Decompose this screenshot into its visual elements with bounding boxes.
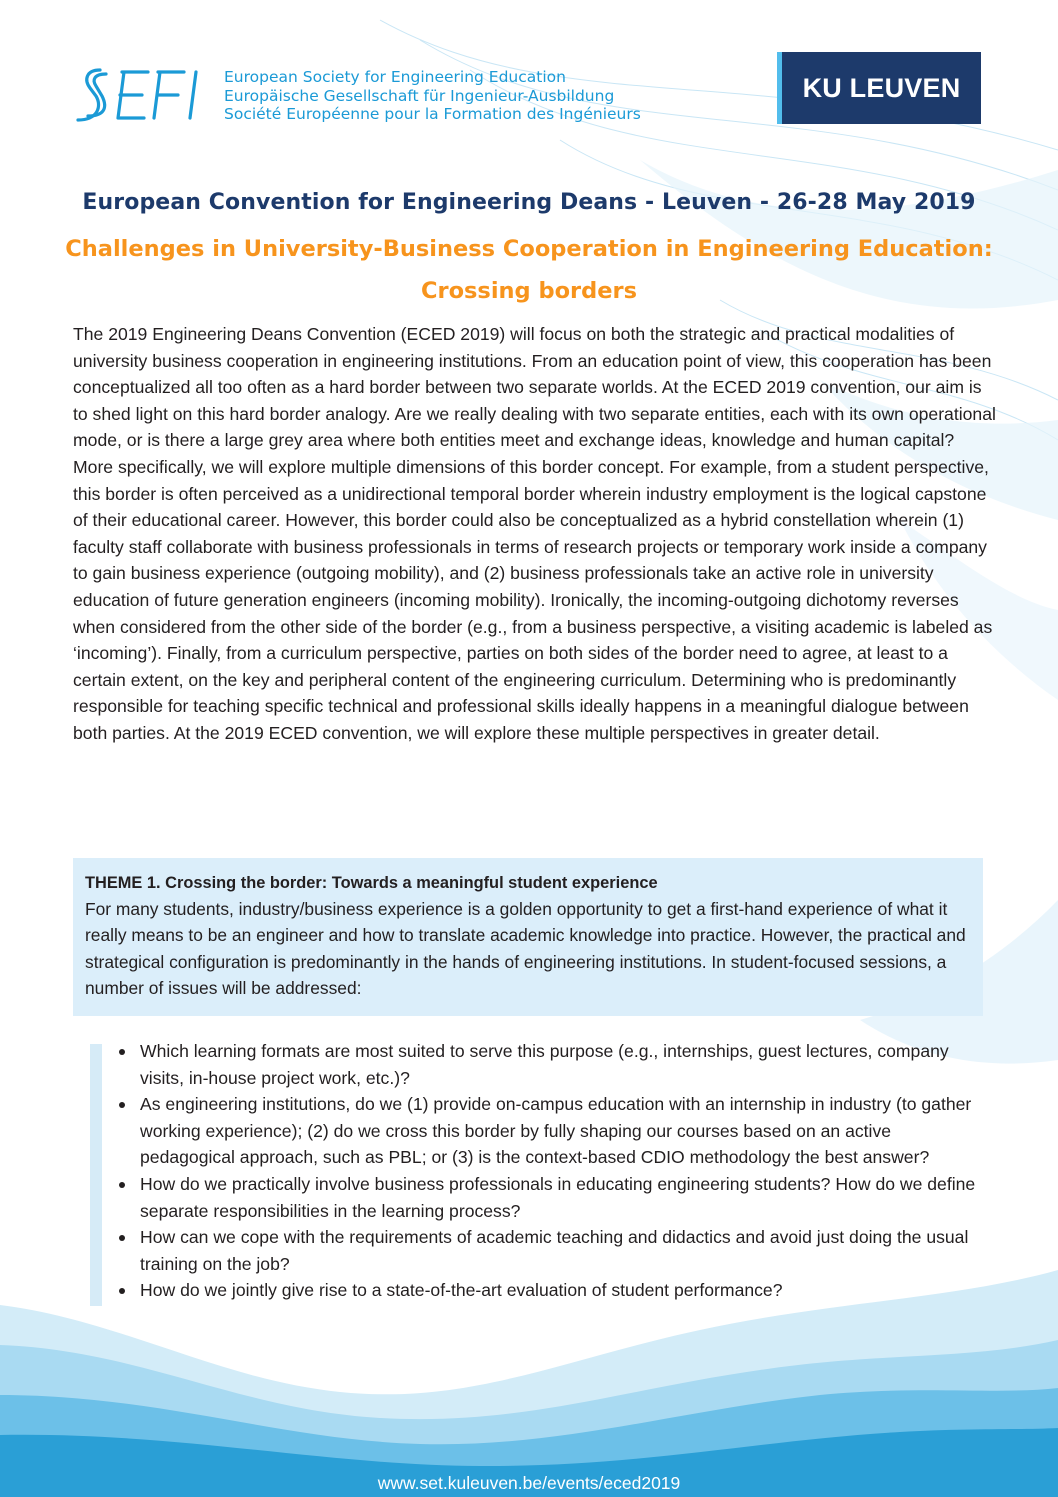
ku-leuven-logo [777, 52, 981, 124]
theme-box [73, 858, 983, 1016]
sefi-logo [72, 66, 212, 124]
main-title-line-1: Challenges in University-Business Cooperation in Engineering Education: [65, 236, 993, 262]
footer-url[interactable]: www.set.kuleuven.be/events/eced2019 [377, 1473, 681, 1493]
sefi-name-fr: Société Européenne pour la Formation des Ingénieurs [224, 105, 641, 123]
questions-list [140, 1038, 990, 1304]
theme-text: For many students, industry/business experience is a golden opportunity to get a first-hand experience of what it really means to be an engineer and how to translate academic knowledge into practice. However, the practical and strategical configuration is predominantly in the hands of engineering institutions. In student-focused sessions, a number of issues will be addressed: [85, 899, 966, 998]
list-item: How can we cope with the requirements of academic teaching and didactics and avoid just doing the usual training on the job? [140, 1224, 990, 1277]
main-title [0, 228, 1058, 312]
sefi-name-de: Europäische Gesellschaft für Ingenieur-Ausbildung [224, 86, 615, 105]
sefi-name-en: European Society for Engineering Education [224, 68, 566, 86]
list-item: How do we practically involve business professionals in educating engineering students? How do we define separate responsibilities in the learning process? [140, 1171, 990, 1224]
sefi-society-names [224, 68, 641, 124]
ku-leuven-logo-text: KU LEUVEN [802, 72, 961, 103]
list-item: As engineering institutions, do we (1) provide on-campus education with an internship in industry (to gather working experience); (2) do we cross this border by fully shaping our courses based on an active pedagogical approach, such as PBL; or (3) is the context-based CDIO methodology the best answer? [140, 1091, 990, 1171]
main-title-line-2: Crossing borders [420, 278, 638, 304]
list-item: Which learning formats are most suited to serve this purpose (e.g., internships, guest lectures, company visits, in-house project work, etc.)? [140, 1038, 990, 1091]
event-title: European Convention for Engineering Deans - Leuven - 26-28 May 2019 [82, 190, 976, 215]
list-item: How do we jointly give rise to a state-of-the-art evaluation of student performance? [140, 1277, 990, 1304]
theme-heading: THEME 1. Crossing the border: Towards a meaningful student experience [85, 874, 658, 892]
intro-text [73, 321, 998, 747]
accent-bar [90, 1044, 102, 1306]
intro-paragraph: The 2019 Engineering Deans Convention (ECED 2019) will focus on both the strategic and practical modalities of university business cooperation in engineering institutions. From an education point of view, this cooperation has been conceptualized all too often as a hard border between two separate worlds. At the ECED 2019 convention, our aim is to shed light on this hard border analogy. Are we really dealing with two separate entities, each with its own operational mode, or is there a large grey area where both entities meet and exchange ideas, knowledge and human capital? [73, 324, 996, 451]
intro-paragraph: More specifically, we will explore multiple dimensions of this border concept. For example, from a student perspective, this border is often perceived as a unidirectional temporal border wherein industry employment is the logical capstone of their educational career. However, this border could also be conceptualized as a hybrid constellation wherein (1) faculty staff collaborate with business professionals in terms of research projects or temporary work inside a company to gain business experience (outgoing mobility), and (2) business professionals take an active role in university education of future generation engineers (incoming mobility). Ironically, the incoming-outgoing dichotomy reverses when considered from the other side of the border (e.g., from a business perspective, a visiting academic is labeled as ‘incoming’). Finally, from a curriculum perspective, parties on both sides of the border need to agree, at least to a certain extent, on the key and peripheral content of the engineering curriculum. Determining who is predominantly responsible for teaching specific technical and professional skills ideally happens in a meaningful dialogue between both parties. At the 2019 ECED convention, we will explore these multiple perspectives in greater detail. [73, 456, 993, 743]
